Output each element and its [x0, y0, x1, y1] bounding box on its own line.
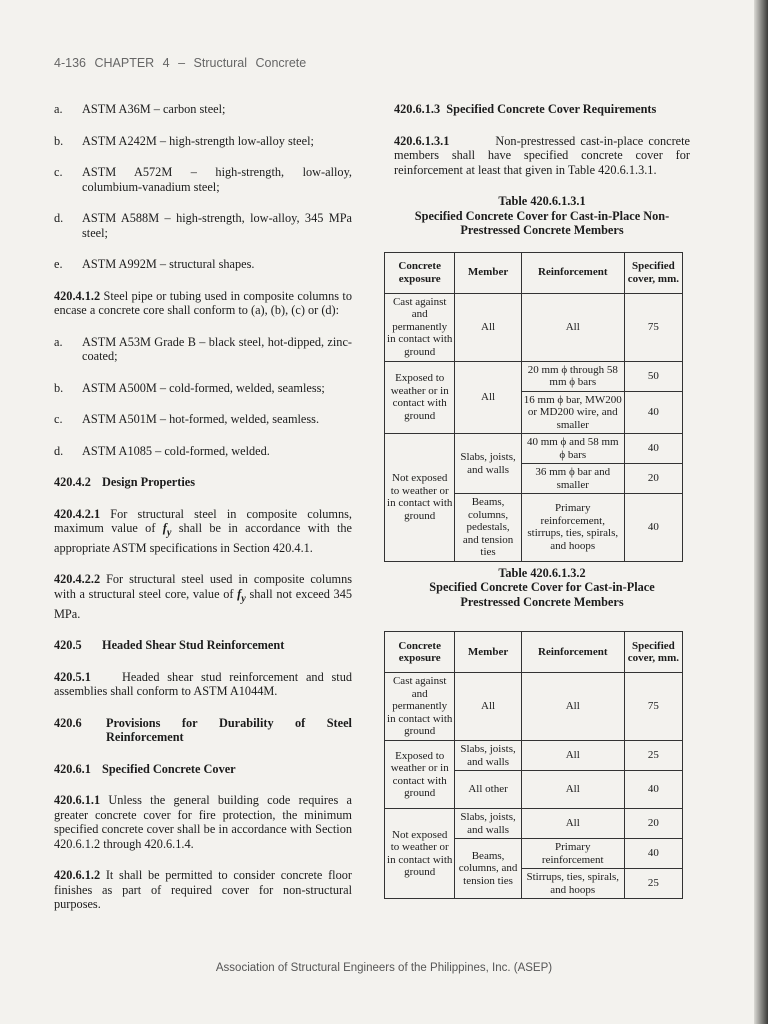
paragraph-420-4-2-1 — [54, 507, 352, 556]
cell-exposure: Not exposed to weather or in contact with ground — [385, 434, 455, 562]
list-text: ASTM A53M Grade B – black steel, hot-dipped, zinc-coated; — [82, 334, 352, 363]
table-row — [385, 361, 683, 391]
cell-reinforcement: All — [521, 741, 624, 771]
paragraph-text: shall not exceed 345 MPa. — [54, 586, 353, 621]
list-text: ASTM A500M – cold-formed, welded, seamless; — [82, 380, 325, 395]
cell-member: All other — [455, 771, 521, 809]
cell-member: Slabs, joists, and walls — [455, 434, 521, 494]
table-row — [385, 434, 683, 464]
section-number: 420.6 — [54, 715, 82, 730]
page-number: 4-136 — [54, 56, 86, 70]
list-item — [54, 257, 352, 272]
list-marker: b. — [54, 380, 64, 395]
cell-cover: 50 — [624, 361, 682, 391]
heading-word: of — [295, 715, 306, 730]
cell-exposure: Not exposed to weather or in contact with ground — [385, 809, 455, 899]
cell-reinforcement: All — [521, 771, 624, 809]
cell-member: Slabs, joists, and walls — [455, 809, 521, 839]
section-number: 420.4.1.2 — [54, 288, 101, 303]
list-text: ASTM A588M – high-strength, low-alloy, 345 MPa steel; — [82, 211, 352, 240]
list-marker: d. — [54, 211, 64, 225]
header-reinforcement: Reinforcement — [521, 632, 624, 673]
list-item — [54, 381, 352, 396]
list-text: ASTM A242M – high-strength low-alloy steel; — [82, 133, 314, 148]
table-caption-number: Table 420.6.1.3.1 — [498, 194, 586, 208]
heading-text: Reinforcement — [106, 730, 184, 745]
list-item — [54, 134, 352, 149]
table-row — [385, 293, 683, 361]
cell-reinforcement: 20 mm ϕ through 58 mm ϕ bars — [521, 361, 624, 391]
list-item — [54, 444, 352, 459]
cell-cover: 20 — [624, 464, 682, 494]
header-reinforcement: Reinforcement — [521, 252, 624, 293]
cell-cover: 75 — [624, 673, 682, 741]
cell-cover: 40 — [624, 494, 682, 562]
paragraph-420-5-1 — [54, 670, 352, 699]
cell-cover: 40 — [624, 839, 682, 869]
header-member: Member — [455, 252, 521, 293]
heading-420-6-1 — [54, 762, 352, 777]
heading-text: Headed Shear Stud Reinforcement — [102, 638, 285, 653]
list-marker: a. — [54, 102, 63, 116]
chapter-title: CHAPTER 4 – Structural Concrete — [94, 56, 307, 70]
list-marker: a. — [54, 334, 63, 349]
cell-reinforcement: All — [521, 673, 624, 741]
table-caption-title: Specified Concrete Cover for Cast-in-Place Non-Prestressed Concrete Members — [414, 208, 670, 237]
cell-reinforcement: Primary reinforcement — [521, 839, 624, 869]
list-marker: e. — [54, 257, 63, 271]
cell-exposure: Cast against and permanently in contact with ground — [385, 673, 455, 741]
paragraph-420-6-1-2 — [54, 868, 352, 912]
table-caption-number: Table 420.6.1.3.2 — [498, 565, 586, 580]
cell-member: All — [455, 293, 521, 361]
section-number: 420.5 — [54, 638, 82, 653]
cell-member: Beams, columns, pedestals, and tension ties — [455, 494, 521, 562]
list-text: ASTM A501M – hot-formed, welded, seamless. — [82, 412, 320, 426]
heading-word: for — [181, 715, 198, 730]
cell-exposure: Exposed to weather or in contact with ground — [385, 361, 455, 434]
list-text: ASTM A992M – structural shapes. — [82, 257, 255, 271]
cell-cover: 75 — [624, 293, 682, 361]
list-item — [54, 102, 352, 117]
header-cover: Specified cover, mm. — [624, 252, 682, 293]
page-header — [54, 56, 306, 70]
list-marker: b. — [54, 133, 64, 148]
section-number: 420.4.2.1 — [54, 506, 101, 521]
heading-420-4-2 — [54, 475, 352, 490]
cell-reinforcement: All — [521, 809, 624, 839]
heading-word: Provisions — [106, 715, 161, 730]
heading-420-5 — [54, 638, 352, 653]
table-caption-title: Specified Concrete Cover for Cast-in-Place Prestressed Concrete Members — [429, 580, 655, 609]
cell-reinforcement: All — [521, 293, 624, 361]
table-header-row — [385, 632, 683, 673]
cell-reinforcement: Stirrups, ties, spirals, and hoops — [521, 869, 624, 899]
paragraph-text: Non-prestressed cast-in-place concrete members shall have specified concrete cover for reinforcement at least that given in Table 420.6.1.3.1. — [394, 133, 690, 177]
table-row — [385, 741, 683, 771]
cell-cover: 25 — [624, 869, 682, 899]
list-item — [54, 211, 352, 240]
cell-reinforcement: 16 mm ϕ bar, MW200 or MD200 wire, and smaller — [521, 391, 624, 434]
heading-word: Steel — [326, 715, 352, 730]
cell-reinforcement: Primary reinforcement, stirrups, ties, spirals, and hoops — [521, 494, 624, 562]
list-item — [54, 335, 352, 364]
page-edge-shadow — [754, 0, 768, 1024]
paragraph-text: shall be in accordance with the appropriate ASTM specifications in Section 420.4.1. — [54, 521, 352, 555]
heading-text: Specified Concrete Cover Requirements — [446, 102, 657, 116]
cover-table-prestressed — [384, 631, 683, 899]
table-row — [385, 673, 683, 741]
cell-cover: 20 — [624, 809, 682, 839]
heading-text: Design Properties — [102, 475, 196, 489]
cell-reinforcement: 40 mm ϕ and 58 mm ϕ bars — [521, 434, 624, 464]
section-number: 420.6.1.2 — [54, 868, 101, 883]
cell-cover: 40 — [624, 771, 682, 809]
section-number: 420.6.1.1 — [54, 793, 101, 808]
header-member: Member — [455, 632, 521, 673]
cover-table-non-prestressed — [384, 252, 683, 562]
cell-exposure: Cast against and permanently in contact with ground — [385, 293, 455, 361]
cell-member: Beams, columns, and tension ties — [455, 839, 521, 899]
paragraph-text: Unless the general building code requires a greater concrete cover for fire protection, the minimum specified concrete cover shall be in accordance with Section 420.6.1.2 through 420.6.1.4. — [54, 793, 352, 851]
page-footer: Association of Structural Engineers of the Philippines, Inc. (ASEP) — [215, 962, 553, 974]
paragraph-text: It shall be permitted to consider concrete floor finishes as part of required cover for non-structural purposes. — [54, 868, 352, 912]
cell-cover: 40 — [624, 391, 682, 434]
section-number: 420.6.1 — [54, 761, 91, 776]
list-text: ASTM A1085 – cold-formed, welded. — [82, 443, 270, 458]
paragraph-420-6-1-3-1 — [394, 134, 690, 178]
list-marker: d. — [54, 443, 64, 458]
paragraph-text: Steel pipe or tubing used in composite columns to encase a concrete core shall conform to (a), (b), (c) or (d): — [54, 288, 352, 317]
table-row — [385, 809, 683, 839]
cell-cover: 40 — [624, 434, 682, 464]
paragraph-text: Headed shear stud reinforcement and stud assemblies shall conform to ASTM A1044M. — [54, 669, 352, 699]
cell-reinforcement: 36 mm ϕ bar and smaller — [521, 464, 624, 494]
section-number: 420.5.1 — [54, 669, 91, 684]
header-exposure: Concrete exposure — [385, 632, 455, 673]
cell-cover: 25 — [624, 741, 682, 771]
cell-member: All — [455, 361, 521, 434]
list-item — [54, 412, 352, 427]
symbol-fy: f — [237, 586, 242, 601]
header-cover: Specified cover, mm. — [624, 632, 682, 673]
section-number: 420.6.1.3.1 — [394, 133, 450, 148]
left-column — [54, 102, 352, 929]
heading-word: Durability — [218, 715, 274, 730]
list-text: ASTM A572M – high-strength, low-alloy, columbium-vanadium steel; — [82, 165, 352, 194]
symbol-subscript: y — [166, 527, 172, 539]
list-marker: c. — [54, 412, 63, 426]
section-number: 420.4.2.2 — [54, 572, 101, 587]
symbol-fy: f — [162, 521, 167, 535]
section-number: 420.6.1.3 — [394, 102, 441, 116]
header-exposure: Concrete exposure — [385, 252, 455, 293]
list-text: ASTM A36M – carbon steel; — [82, 102, 226, 116]
paragraph-text: For structural steel in composite columns, maximum value of — [54, 506, 353, 535]
cell-exposure: Exposed to weather or in contact with ground — [385, 741, 455, 809]
list-marker: c. — [54, 165, 63, 179]
list-item — [54, 165, 352, 194]
heading-text: Specified Concrete Cover — [102, 761, 236, 776]
table-header-row — [385, 252, 683, 293]
cell-member: All — [455, 673, 521, 741]
right-column — [387, 102, 690, 899]
heading-420-6-1-3 — [394, 102, 690, 117]
heading-420-6 — [54, 716, 352, 745]
section-number: 420.4.2 — [54, 475, 91, 489]
paragraph-420-4-1-2 — [54, 289, 352, 318]
paragraph-420-4-2-2 — [54, 572, 352, 621]
paragraph-420-6-1-1 — [54, 793, 352, 851]
cell-member: Slabs, joists, and walls — [455, 741, 521, 771]
symbol-subscript: y — [241, 593, 246, 605]
paragraph-text: For structural steel used in composite columns with a structural steel core, value of — [54, 572, 352, 601]
